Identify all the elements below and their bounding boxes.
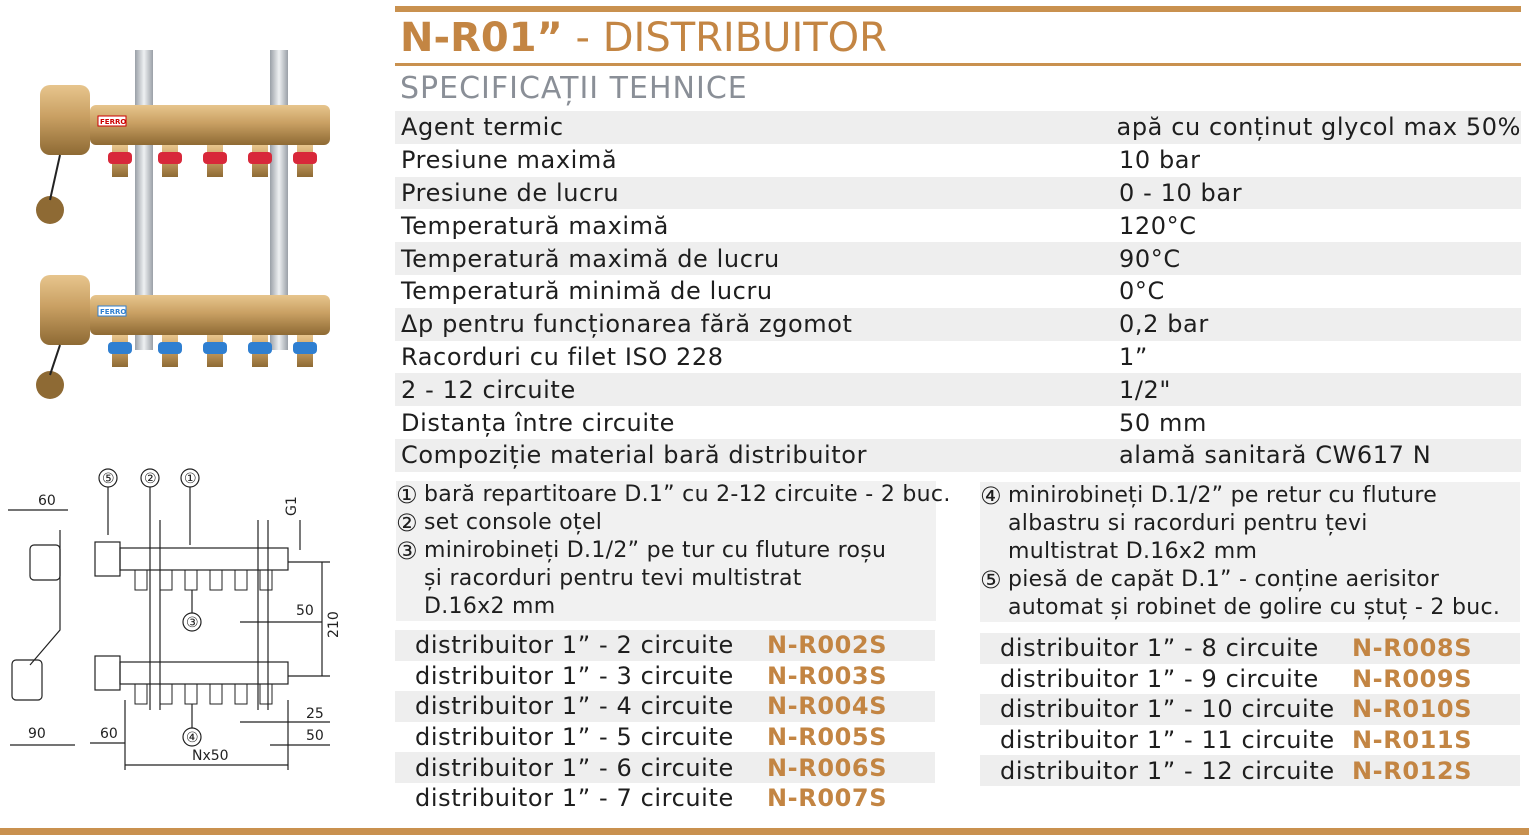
item-text	[1008, 566, 1500, 622]
spec-value: 0,2 bar	[1119, 310, 1209, 339]
spec-row	[395, 341, 1521, 374]
item-number: ②	[396, 509, 418, 537]
spec-row	[395, 242, 1521, 275]
technical-drawing	[0, 460, 350, 780]
table-row	[395, 691, 935, 722]
spec-row	[395, 373, 1521, 406]
spec-row	[395, 111, 1521, 144]
spec-label: Δp pentru funcționarea fără zgomot	[401, 310, 853, 339]
spec-label: Presiune de lucru	[401, 178, 620, 207]
title-rule	[395, 63, 1521, 66]
spec-value: 10 bar	[1119, 146, 1201, 175]
dim-nx50: Nx50	[192, 748, 229, 764]
spec-value: 90°C	[1119, 244, 1181, 273]
table-row	[980, 725, 1520, 756]
brand-label-top: FERRO	[100, 118, 127, 126]
dim-25: 25	[306, 706, 324, 722]
item-line: minirobineți D.1/2” pe tur cu fluture roșu	[424, 538, 887, 563]
title-separator: -	[562, 15, 603, 61]
model-code: N-R012S	[1352, 756, 1473, 785]
table-row	[980, 664, 1520, 695]
drawing-bottom-bar	[120, 662, 288, 684]
model-code: N-R002S	[767, 631, 888, 660]
callout-2: ②	[144, 471, 157, 487]
spec-table	[395, 111, 1521, 472]
callout-3: ③	[186, 615, 199, 631]
spec-label: Presiune maximă	[401, 146, 618, 175]
dim-g1: G1	[284, 496, 300, 516]
item-line: minirobineți D.1/2” pe retur cu fluture	[1008, 483, 1438, 508]
dim-90: 90	[28, 726, 46, 742]
item-line: automat și robinet de golire cu ștuț - 2 buc.	[1008, 595, 1501, 620]
bottom-rule	[0, 828, 1529, 835]
model-name: distribuitor 1” - 9 circuite	[1000, 664, 1319, 693]
spec-row	[395, 177, 1521, 210]
drawing-top-bar	[120, 548, 288, 570]
dim-210: 210	[326, 611, 342, 638]
table-row	[395, 722, 935, 753]
model-code: N-R010S	[1352, 695, 1473, 724]
model-name: distribuitor 1” - 5 circuite	[415, 723, 734, 752]
product-name: DISTRIBUITOR	[602, 15, 887, 61]
top-rule	[395, 6, 1521, 12]
components-list-left	[396, 481, 951, 621]
model-code: N-R003S	[767, 661, 888, 690]
model-name: distribuitor 1” - 7 circuite	[415, 784, 734, 813]
spec-row	[395, 406, 1521, 439]
model-name: distribuitor 1” - 12 circuite	[1000, 756, 1335, 785]
item-number: ④	[980, 482, 1002, 510]
model-name: distribuitor 1” - 10 circuite	[1000, 695, 1335, 724]
product-code: N-R01”	[400, 15, 563, 61]
components-list-right	[980, 482, 1520, 622]
model-name: distribuitor 1” - 4 circuite	[415, 692, 734, 721]
spec-row	[395, 209, 1521, 242]
section-subtitle: SPECIFICAȚII TEHNICE	[400, 71, 748, 106]
model-code: N-R011S	[1352, 726, 1473, 755]
spec-value: 120°C	[1119, 211, 1197, 240]
list-item	[396, 481, 951, 509]
model-name: distribuitor 1” - 3 circuite	[415, 661, 734, 690]
callout-1: ①	[184, 471, 197, 487]
spec-label: Compoziție material bară distribuitor	[401, 441, 868, 470]
item-text	[1008, 482, 1437, 566]
table-row	[980, 633, 1520, 664]
item-number: ⑤	[980, 566, 1002, 594]
model-code: N-R007S	[767, 784, 888, 813]
item-number: ①	[396, 481, 418, 509]
callout-5: ⑤	[102, 471, 115, 487]
brand-label-bottom: FERRO	[100, 308, 127, 316]
model-name: distribuitor 1” - 8 circuite	[1000, 634, 1319, 663]
list-item	[980, 482, 1520, 566]
list-item	[396, 537, 936, 621]
item-text: set console oțel	[424, 510, 603, 535]
spec-label: Temperatură maximă de lucru	[401, 244, 780, 273]
model-list-left	[395, 630, 935, 814]
model-name: distribuitor 1” - 2 circuite	[415, 631, 734, 660]
dim-60-bottom: 60	[100, 726, 118, 742]
spec-label: Temperatură minimă de lucru	[401, 277, 773, 306]
model-list-right	[980, 633, 1520, 786]
dim-60-top: 60	[38, 493, 56, 509]
item-line: multistrat D.16x2 mm	[1008, 539, 1258, 564]
model-code: N-R005S	[767, 723, 888, 752]
end-piece-bottom	[40, 275, 90, 345]
product-photo	[20, 40, 350, 410]
model-code: N-R004S	[767, 692, 888, 721]
table-row	[395, 661, 935, 692]
dim-50-bottom: 50	[306, 728, 324, 744]
spec-label: Racorduri cu filet ISO 228	[401, 342, 724, 371]
item-line: și racorduri pentru tevi multistrat	[424, 566, 802, 591]
spec-label: 2 - 12 circuite	[401, 375, 576, 404]
item-line: piesă de capăt D.1” - conține aerisitor	[1008, 567, 1440, 592]
list-item	[980, 566, 1520, 622]
end-piece-top	[40, 85, 90, 155]
list-item	[396, 509, 936, 537]
spec-label: Distanța între circuite	[401, 408, 676, 437]
spec-label: Temperatură maximă	[401, 211, 669, 240]
spec-row	[395, 144, 1521, 177]
callout-4: ④	[186, 730, 199, 746]
spec-value: 1”	[1119, 342, 1148, 371]
spec-value: alamă sanitară CW617 N	[1119, 441, 1432, 470]
table-row	[395, 630, 935, 661]
spec-label: Agent termic	[401, 113, 564, 142]
item-number: ③	[396, 537, 418, 565]
model-name: distribuitor 1” - 6 circuite	[415, 753, 734, 782]
table-row	[395, 752, 935, 783]
spec-row	[395, 439, 1521, 472]
dim-50: 50	[296, 603, 314, 619]
spec-row	[395, 308, 1521, 341]
spec-value: 1/2"	[1119, 375, 1172, 404]
item-text	[424, 537, 886, 621]
model-code: N-R009S	[1352, 664, 1473, 693]
spec-row	[395, 275, 1521, 308]
item-text: bară repartitoare D.1” cu 2-12 circuite - 2 buc.	[424, 482, 951, 507]
table-row	[980, 755, 1520, 786]
item-line: albastru si racorduri pentru țevi	[1008, 511, 1368, 536]
spec-value: 0 - 10 bar	[1119, 178, 1243, 207]
table-row	[395, 783, 935, 814]
spec-value: 50 mm	[1119, 408, 1207, 437]
page-title	[400, 14, 887, 62]
item-line: D.16x2 mm	[424, 594, 556, 619]
table-row	[980, 694, 1520, 725]
spec-value: apă cu conținut glycol max 50%	[1116, 113, 1521, 142]
model-name: distribuitor 1” - 11 circuite	[1000, 726, 1335, 755]
spec-value: 0°C	[1119, 277, 1165, 306]
model-code: N-R006S	[767, 753, 888, 782]
model-code: N-R008S	[1352, 634, 1473, 663]
